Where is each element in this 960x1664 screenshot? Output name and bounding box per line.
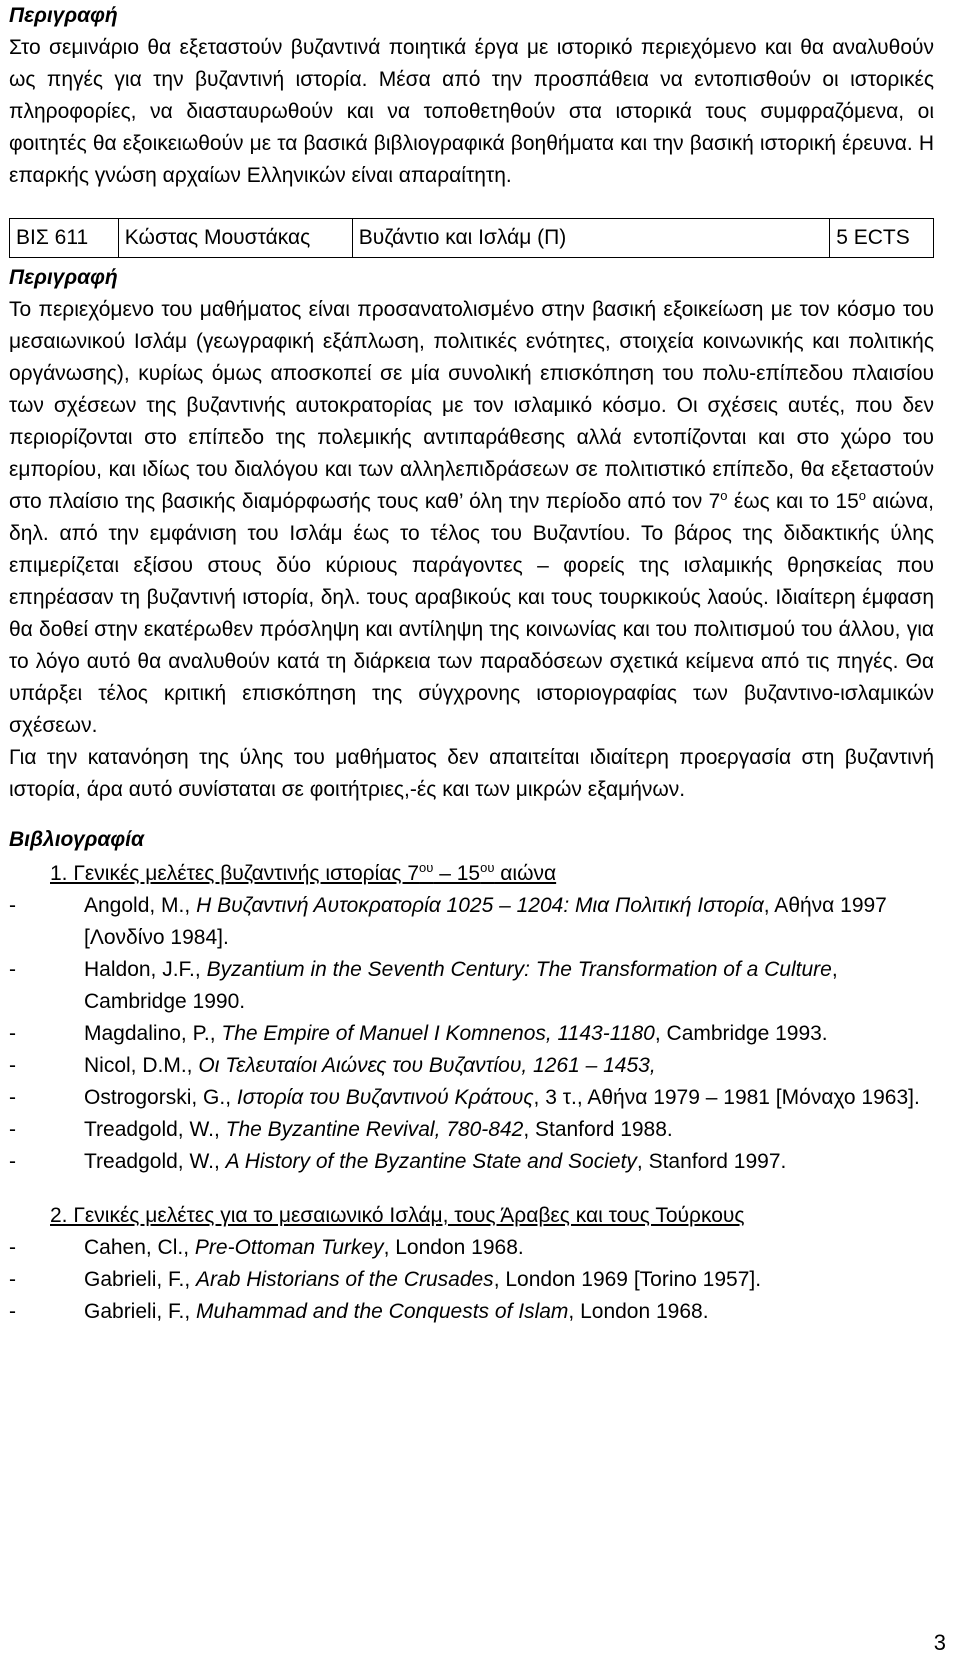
list-dash: - [9,1150,16,1173]
document-page [9,0,934,1328]
description-text-part: έως και το 15 [727,490,859,513]
course-title: Βυζάντιο και Ισλάμ (Π) [352,219,829,258]
entry-publication: , Stanford 1997. [636,1150,787,1173]
entry-title: Η Βυζαντινή Αυτοκρατορία 1025 – 1204: Μια Πολιτική Ιστορία [196,894,764,917]
entry-publication: , 3 τ., Αθήνα 1979 – 1981 [Μόναχο 1963]. [533,1086,920,1109]
page-number: 3 [933,1630,946,1655]
bibliography-entry [9,1264,934,1296]
bibliography-entry [9,1114,934,1146]
entry-title: Pre-Ottoman Turkey [194,1236,384,1259]
entry-title: A History of the Byzantine State and Society [225,1150,637,1173]
entry-author: Ostrogorski, G., [84,1086,232,1109]
list-dash: - [9,1054,16,1077]
description-text-part: αιώνα, δηλ. από την εμφάνιση του Ισλάμ έως το τέλος του Βυζαντίου. Το βάρος της διδακτικής ύλης επιμερίζεται εξίσου στους δύο κύριους παράγοντες – φορείς της ισλαμικής θρησκείας που επηρέασαν τη βυζαντινή ιστορία, δηλ. τους αραβικούς και τους τουρκικούς λαούς. Ιδιαίτερη έμφαση θα δοθεί στην εκατέρωθεν πρόσληψη και αντίληψη της κοινωνίας και του πολιτισμού του άλλου, για το λόγο αυτό θα αναλυθούν κατά τη διάρκεια των παραδόσεων σχετικά κείμενα από τις πηγές. Θα υπάρξει τέλος κριτική επισκόπηση της σύγχρονης ιστοριογραφίας των βυζαντινο-ισλαμικών σχέσεων. [9,490,934,737]
bibliography-entry [9,1018,934,1050]
superscript-ordinal: ου [419,860,434,875]
list-dash: - [9,1022,16,1045]
course-info-table [9,218,934,258]
section-title-part: – 15 [433,862,481,885]
bibliography-section-2 [9,1200,934,1328]
entry-author: Cahen, Cl., [84,1236,190,1259]
list-dash: - [9,894,16,917]
course-description-paragraph [9,294,934,742]
list-dash: - [9,1086,16,1109]
entry-author: Gabrieli, F., [84,1300,191,1323]
section-title-part: 1. Γενικές μελέτες βυζαντινής ιστορίας 7 [50,862,420,885]
section-title-part: αιώνα [494,862,557,885]
bibliography-entry [9,1050,934,1082]
superscript-ordinal: ο [858,488,866,503]
entry-publication: , Αθήνα 1997 [Λονδίνο 1984]. [84,894,887,949]
entry-title: Muhammad and the Conquests of Islam [196,1300,569,1323]
bibliography-section-title: 2. Γενικές μελέτες για το μεσαιωνικό Ισλάμ, τους Άραβες και τους Τούρκους [50,1204,745,1227]
entry-publication: , London 1968. [568,1300,709,1323]
bibliography-list [9,890,934,1178]
entry-author: Nicol, D.M., [84,1054,193,1077]
list-dash: - [9,1300,16,1323]
list-dash: - [9,1118,16,1141]
intro-description-paragraph: Στο σεμινάριο θα εξεταστούν βυζαντινά ποιητικά έργα με ιστορικό περιεχόμενο και θα αναλυθούν ως πηγές για την βυζαντινή ιστορία. Μέσα από την προσπάθεια να εντοπισθούν οι ιστορικές πληροφορίες, να διασταυρωθούν και να τοποθετηθούν στα ιστορικά τους συμφραζόμενα, οι φοιτητές θα εξοικειωθούν με τα βασικά βιβλιογραφικά βοηθήματα και την βασική ιστορική έρευνα. Η επαρκής γνώση αρχαίων Ελληνικών είναι απαραίτητη. [9,36,934,187]
bibliography-entry [9,954,934,1018]
bibliography-entry [9,1296,934,1328]
entry-title: Byzantium in the Seventh Century: The Transformation of a Culture [206,958,832,981]
bibliography-section-title [50,858,934,890]
course-code: ΒΙΣ 611 [10,219,119,258]
description-text-part: Το περιεχόμενο του μαθήματος είναι προσανατολισμένο στην βασική εξοικείωση με τον κόσμο του μεσαιωνικού Ισλάμ (γεωγραφική εξάπλωση, πολιτικές ενότητες, στοιχεία κοινωνικής και πολιτικής οργάνωσης), κυρίως όμως αποσκοπεί σε μία συνολική επισκόπηση του πολυ-επίπεδου πλαισίου των σχέσεων της βυζαντινής αυτοκρατορίας με τον ισλαμικό κόσμο. Οι σχέσεις αυτές, που δεν περιορίζονται στο επίπεδο της πολεμικής αντιπαράθεσης αλλά εντοπίζονται και στο χώρο του εμπορίου, και ιδίως του διαλόγου και των αλληλεπιδράσεων σε πολιτιστικό επίπεδο, θα εξεταστούν στο πλαίσιο της βασικής διαμόρφωσής τους καθ’ όλη την περίοδο από τον 7 [9,298,934,513]
entry-title: Ιστορία του Βυζαντινού Κράτους [236,1086,534,1109]
entry-publication: , Cambridge 1993. [654,1022,828,1045]
entry-publication: , Stanford 1988. [523,1118,673,1141]
list-dash: - [9,958,16,981]
entry-author: Gabrieli, F., [84,1268,191,1291]
bibliography-list [9,1232,934,1328]
entry-publication: , London 1969 [Torino 1957]. [493,1268,762,1291]
course-prerequisites-paragraph: Για την κατανόηση της ύλης του μαθήματος δεν απαιτείται ιδιαίτερη προεργασία στη βυζαντινή ιστορία, άρα αυτό συνίσταται σε φοιτήτριες,-ές και των μικρών εξαμήνων. [9,746,934,801]
superscript-ordinal: ο [720,488,728,503]
course-info-row [10,219,934,258]
intro-description-heading: Περιγραφή [9,4,118,27]
bibliography-heading: Βιβλιογραφία [9,828,145,851]
course-ects: 5 ECTS [830,219,934,258]
entry-author: Treadgold, W., [84,1150,220,1173]
entry-author: Haldon, J.F., [84,958,201,981]
entry-title: The Empire of Manuel I Komnenos, 1143-1180 [221,1022,655,1045]
entry-title: Arab Historians of the Crusades [196,1268,494,1291]
bibliography-entry [9,1232,934,1264]
entry-author: Angold, M., [84,894,191,917]
course-instructor: Κώστας Μουστάκας [118,219,352,258]
list-dash: - [9,1236,16,1259]
entry-publication: , London 1968. [383,1236,524,1259]
bibliography-entry [9,1146,934,1178]
entry-title: The Byzantine Revival, 780-842 [225,1118,524,1141]
bibliography-entry [9,890,934,954]
bibliography-entry [9,1082,934,1114]
entry-author: Magdalino, P., [84,1022,216,1045]
entry-author: Treadgold, W., [84,1118,220,1141]
list-dash: - [9,1268,16,1291]
entry-publication: , Cambridge 1990. [84,958,838,1013]
course-description-heading: Περιγραφή [9,266,118,289]
entry-title: Οι Τελευταίοι Αιώνες του Βυζαντίου, 1261 – 1453, [198,1054,656,1077]
bibliography-section-1 [9,858,934,1178]
superscript-ordinal: ου [480,860,495,875]
